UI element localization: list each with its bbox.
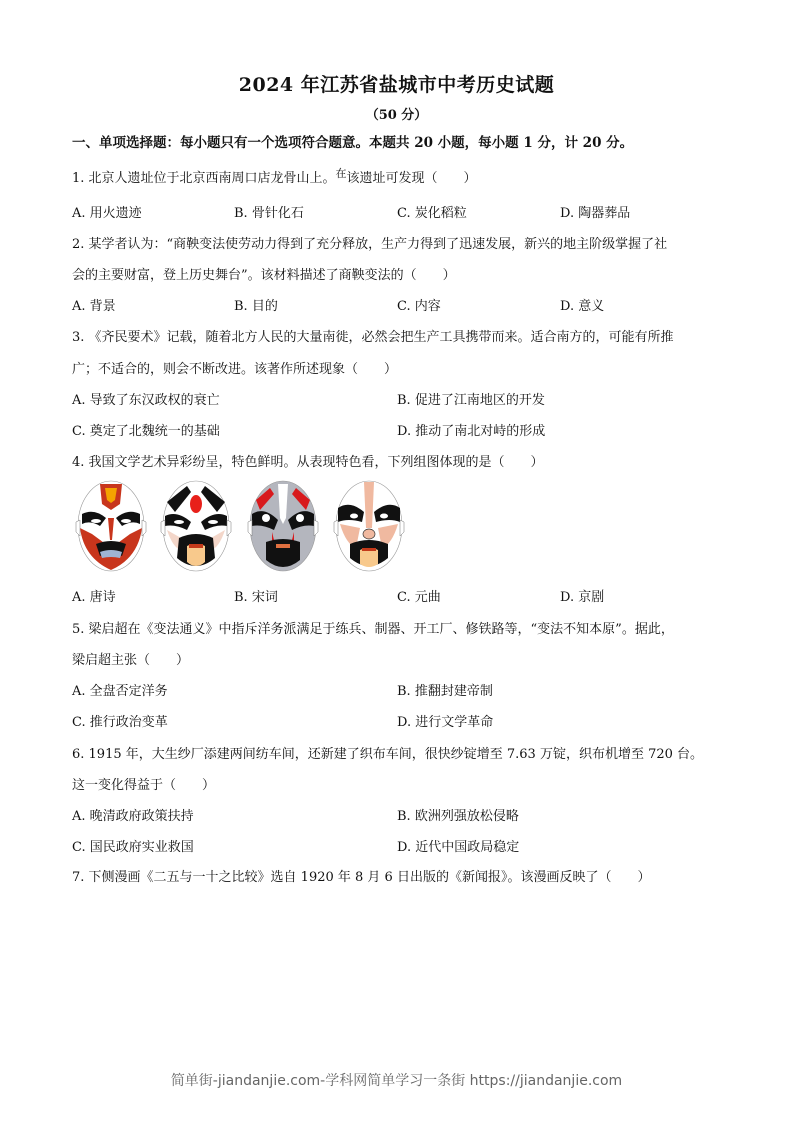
question-4-option-d: D. 京剧 [560, 590, 605, 605]
question-3-option-a: A. 导致了东汉政权的衰亡 [72, 393, 220, 408]
question-3-line-1: 3. 《齐民要术》记载，随着北方人民的大量南徙，必然会把生产工具携带而来。适合南方的，可能有所推 [72, 330, 674, 345]
section-heading: 一、单项选择题：每小题只有一个选项符合题意。本题共 20 小题，每小题 1 分，计 20 分。 [72, 135, 634, 151]
question-3-option-c: C. 奠定了北魏统一的基础 [72, 424, 220, 439]
exam-title: 2024 年江苏省盐城市中考历史试题 [238, 74, 555, 96]
question-1-option-b: B. 骨针化石 [234, 206, 304, 221]
red-opera-mask-icon [74, 478, 148, 574]
question-4-option-c: C. 元曲 [397, 590, 441, 605]
question-6-option-d: D. 近代中国政局稳定 [397, 840, 520, 855]
question-6-option-a: A. 晚清政府政策扶持 [72, 809, 194, 824]
question-1-stem [72, 167, 477, 186]
question-2-line-1: 2. 某学者认为：“商鞅变法使劳动力得到了充分释放，生产力得到了迅速发展，新兴的地主阶级掌握了社 [72, 237, 668, 252]
question-6-line-2: 这一变化得益于（ ） [72, 778, 216, 793]
question-1-tail: 该遗址可发现（ ） [346, 171, 477, 186]
question-7-stem: 7. 下侧漫画《二五与一十之比较》选自 1920 年 8 月 6 日出版的《新闻报》。该漫画反映了（ ） [72, 870, 651, 885]
watermark-footer: 简单街-jiandanjie.com-学科网简单学习一条街 https://jiandanjie.com [170, 1073, 623, 1089]
question-5-option-a: A. 全盘否定洋务 [72, 684, 168, 699]
question-5-line-2: 梁启超主张（ ） [72, 653, 190, 668]
question-1-option-d: D. 陶器葬品 [560, 206, 631, 221]
question-3-line-2: 广；不适合的，则会不断改进。该著作所述现象（ ） [72, 362, 398, 377]
question-1-superscript: 在 [335, 167, 347, 180]
exam-score: （50 分） [365, 108, 428, 123]
question-2-option-d: D. 意义 [560, 299, 605, 314]
question-1-option-a: A. 用火遗迹 [72, 206, 142, 221]
question-5-option-c: C. 推行政治变革 [72, 715, 168, 730]
question-2-option-c: C. 内容 [397, 299, 441, 314]
question-2-option-b: B. 目的 [234, 299, 278, 314]
question-6-line-1: 6. 1915 年，大生纱厂添建两间纺车间，还新建了织布车间，很快纱锭增至 7.63 万锭，织布机增至 720 台。 [72, 747, 704, 762]
question-4-stem: 4. 我国文学艺术异彩纷呈，特色鲜明。从表现特色看，下列组图体现的是（ ） [72, 455, 544, 470]
flesh-opera-mask-icon [332, 478, 406, 574]
question-6-option-b: B. 欧洲列强放松侵略 [397, 809, 519, 824]
question-2-line-2: 会的主要财富，登上历史舞台”。该材料描述了商鞅变法的（ ） [72, 268, 456, 283]
question-1-text: 1. 北京人遗址位于北京西南周口店龙骨山上。 [72, 171, 336, 186]
opera-masks-image [74, 478, 394, 574]
question-3-option-b: B. 促进了江南地区的开发 [397, 393, 545, 408]
question-5-option-d: D. 进行文学革命 [397, 715, 494, 730]
question-4-option-b: B. 宋词 [234, 590, 278, 605]
question-5-option-b: B. 推翻封建帝制 [397, 684, 493, 699]
black-white-opera-mask-icon [159, 478, 233, 574]
question-3-option-d: D. 推动了南北对峙的形成 [397, 424, 546, 439]
question-5-line-1: 5. 梁启超在《变法通义》中指斥洋务派满足于练兵、制器、开工厂、修铁路等，“变法不知本原”。据此， [72, 622, 674, 637]
question-4-option-a: A. 唐诗 [72, 590, 116, 605]
question-2-option-a: A. 背景 [72, 299, 116, 314]
question-1-option-c: C. 炭化稻粒 [397, 206, 467, 221]
question-6-option-c: C. 国民政府实业救国 [72, 840, 194, 855]
gray-opera-mask-icon [246, 478, 320, 574]
